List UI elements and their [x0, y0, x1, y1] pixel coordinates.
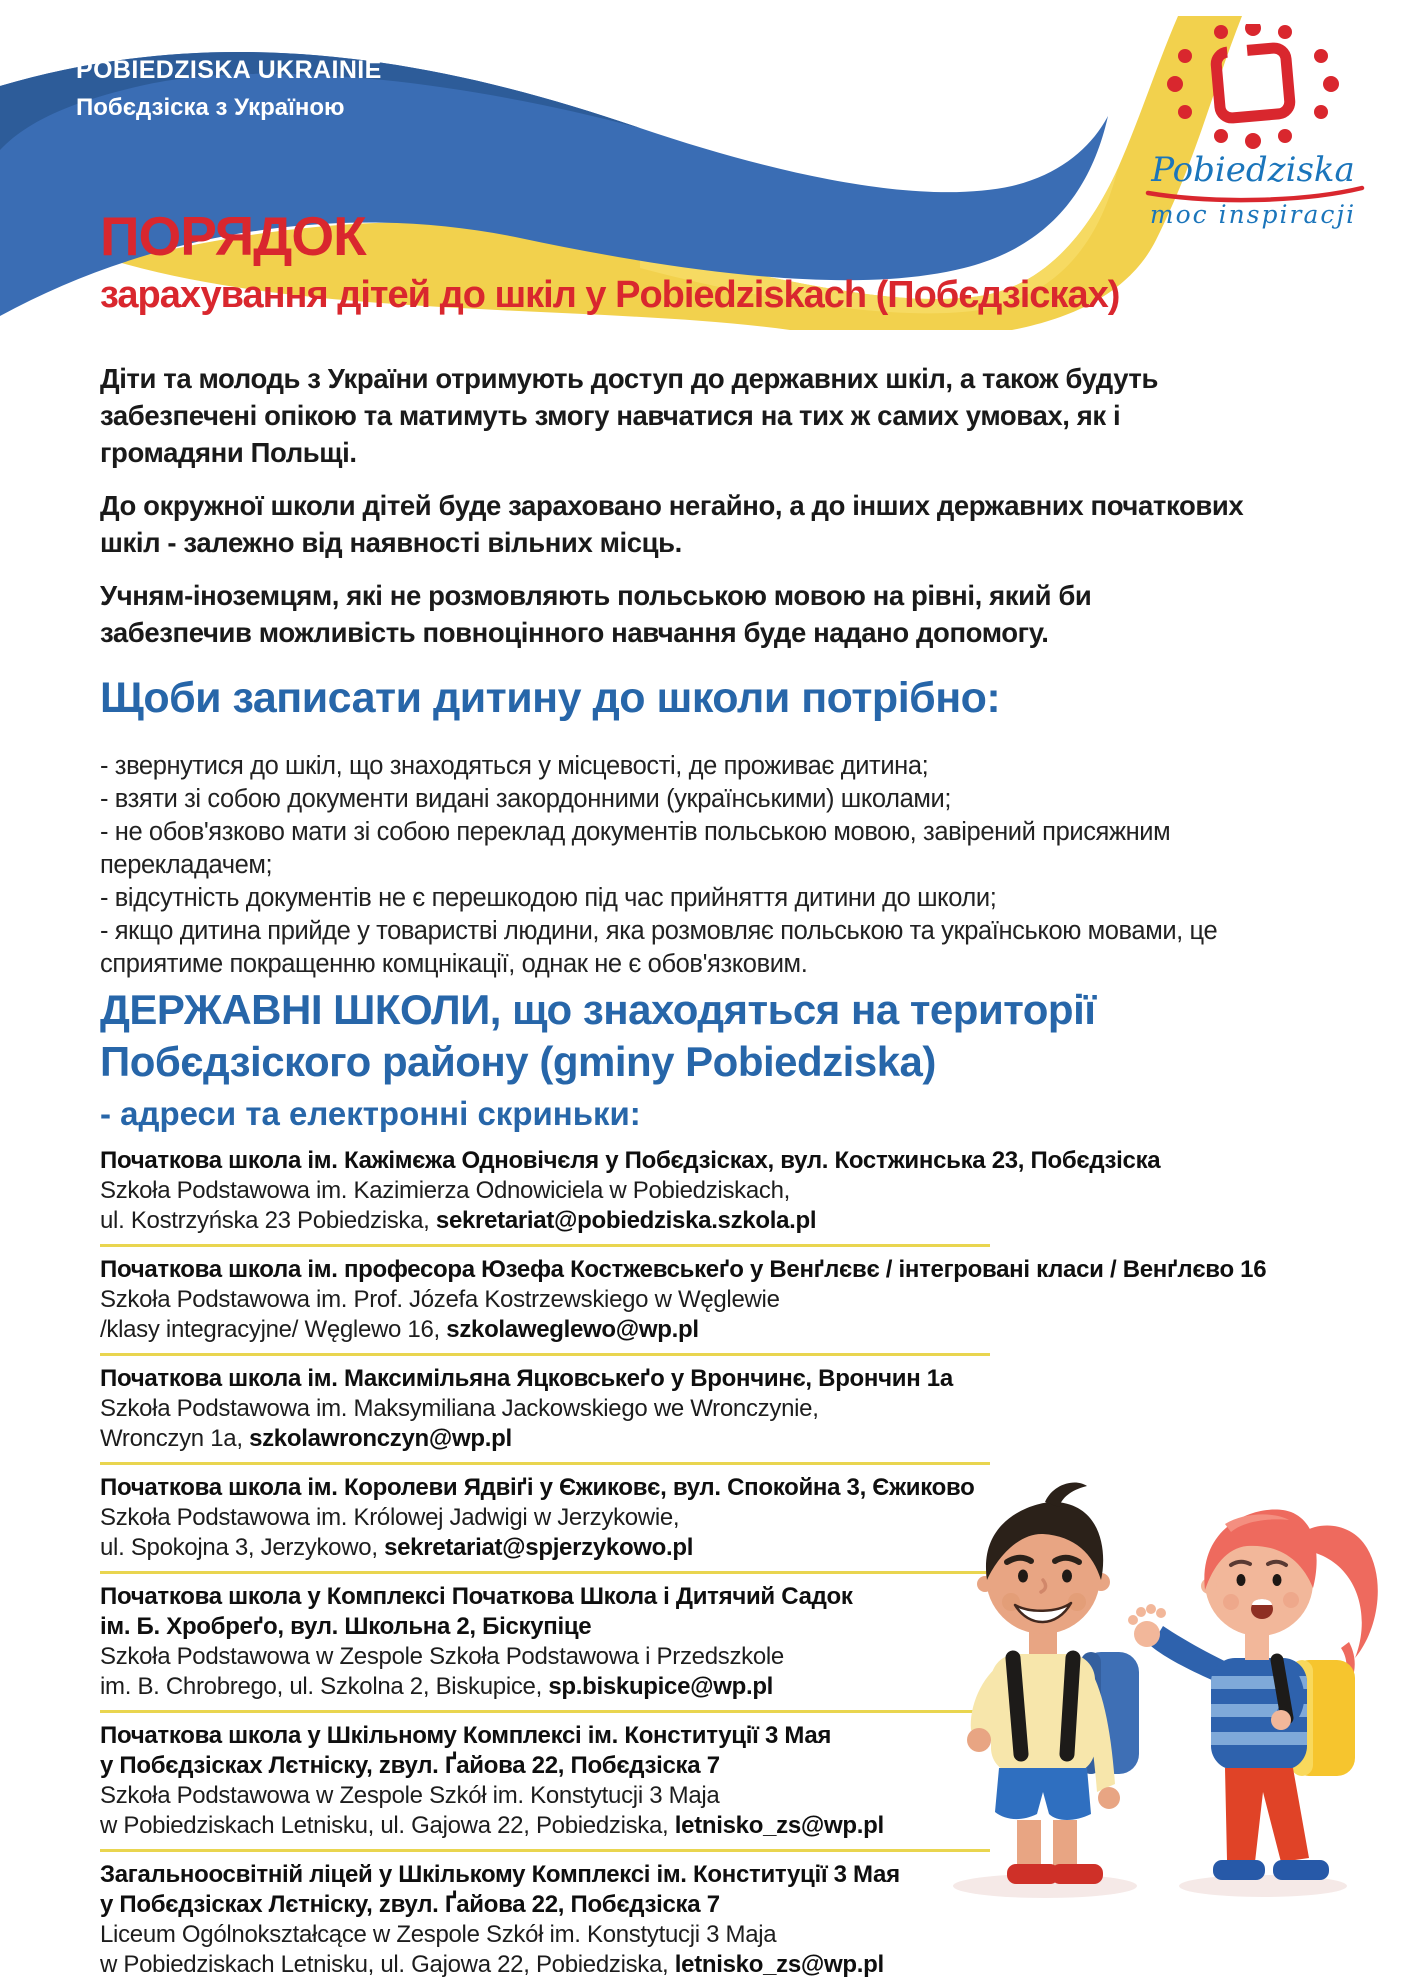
school-entry: [100, 1721, 1000, 1841]
schools-heading-line3: - адреси та електронні скриньки:: [100, 1095, 641, 1132]
school-title-uk: Загальноосвітній ліцей у Шкількому Комплексі ім. Конституції 3 Мая: [100, 1861, 900, 1888]
school-address: Wronczyn 1a,: [100, 1425, 250, 1452]
school-title-uk: Початкова школа у Шкільному Комплексі ім. Конституції 3 Мая: [100, 1722, 832, 1749]
school-title-uk-line2: у Побєдзісках Лєтніску, zвул. Ґайова 22, Побєдзіска 7: [100, 1752, 720, 1779]
school-address: ul. Kostrzyńska 23 Pobiedziska,: [100, 1207, 436, 1234]
school-address-line: [100, 1424, 1348, 1454]
school-address-line: [100, 1672, 1000, 1702]
intro-paragraph-3: Учням-іноземцям, які не розмовляють польською мовою на рівні, який би забезпечив можливість повноцінного навчання буде надано допомогу.: [100, 580, 1092, 648]
school-name-pl: Szkoła Podstawowa im. Kazimierza Odnowiciela w Pobiedziskach,: [100, 1177, 791, 1204]
school-name-pl: Liceum Ogólnokształcące w Zespole Szkół im. Konstytucji 3 Maja: [100, 1921, 777, 1948]
school-email: szkolawronczyn@wp.pl: [249, 1425, 512, 1452]
list-item: - відсутність документів не є перешкодою під час прийняття дитини до школи;: [100, 884, 997, 912]
logo-tagline: moc inspiracji: [1149, 200, 1357, 229]
schoolchildren-illustration: [925, 1462, 1403, 1912]
school-address: w Pobiedziskach Letnisku, ul. Gajowa 22, Pobiedziska,: [100, 1951, 675, 1978]
school-name-pl: Szkoła Podstawowa w Zespole Szkół im. Konstytucji 3 Maja: [100, 1782, 720, 1809]
school-email: letnisko_zs@wp.pl: [674, 1951, 884, 1978]
school-address: w Pobiedziskach Letnisku, ul. Gajowa 22, Pobiedziska,: [100, 1812, 675, 1839]
banner-text: [76, 56, 382, 122]
schools-section-heading: [100, 984, 1096, 1136]
school-name-pl: Szkoła Podstawowa im. Maksymiliana Jackowskiego we Wronczynie,: [100, 1395, 819, 1422]
intro-paragraphs: [100, 360, 1250, 667]
school-email: sp.biskupice@wp.pl: [548, 1673, 774, 1700]
school-address-line: [100, 1811, 1000, 1841]
school-address-line: [100, 1206, 1348, 1236]
logo-wordmark: Pobiedziska: [1151, 150, 1355, 190]
pobiedziska-logo: [1122, 24, 1384, 230]
schools-heading-line2: Побєдзіского району (gminy Pobiedziska): [100, 1038, 936, 1085]
yellow-divider: [100, 1462, 990, 1465]
school-entry: [100, 1255, 1348, 1345]
boy-figure: [967, 1483, 1139, 1884]
school-address-line: [100, 1315, 1348, 1345]
school-entry: [100, 1146, 1348, 1236]
school-email: letnisko_zs@wp.pl: [674, 1812, 884, 1839]
list-item: - не обов'язково мати зі собою переклад документів польською мовою, завірений присяжним перекладачем;: [100, 818, 1171, 879]
school-address: im. B. Chrobrego, ul. Szkolna 2, Biskupice,: [100, 1673, 549, 1700]
yellow-divider: [100, 1244, 990, 1247]
intro-paragraph-1: Діти та молодь з України отримують доступ до державних шкіл, а також будуть забезпечені опікою та матимуть змогу навчатися на тих ж самих умовах, як і громадяни Польщі.: [100, 363, 1158, 468]
school-name-pl: Szkoła Podstawowa im. Prof. Józefa Kostrzewskiego w Węglewie: [100, 1286, 780, 1313]
school-entry: [100, 1364, 1348, 1454]
intro-paragraph-2: До окружної школи дітей буде зараховано негайно, а до інших державних початкових шкіл - залежно від наявності вільних місць.: [100, 490, 1244, 558]
schools-heading-line1: ДЕРЖАВНІ ШКОЛИ, що знаходяться на території: [100, 986, 1096, 1033]
list-item: - якщо дитина прийде у товаристві людини, яка розмовляє польською та українською мовами, це сприятиме покращенню комцнікації, однак не є обов'язковим.: [100, 917, 1218, 978]
school-address: /klasy integracyjne/ Węglewo 16,: [100, 1316, 447, 1343]
school-title-uk-line2: у Побєдзісках Лєтніску, zвул. Ґайова 22, Побєдзіска 7: [100, 1891, 720, 1918]
logo-square-icon: [1167, 24, 1339, 149]
school-title-uk: Початкова школа ім. професора Юзефа Костжевськеґо у Венґлєвє / інтегровані класи / Венґлєво 16: [100, 1256, 1267, 1283]
page-subtitle: зарахування дітей до шкіл у Pobiedziskach (Побєдзісках): [100, 274, 1120, 316]
school-name-pl: Szkoła Podstawowa im. Królowej Jadwigi w Jerzykowie,: [100, 1504, 680, 1531]
banner-title-uk: Побєдзіска з Україною: [76, 94, 345, 121]
school-email: szkolaweglewo@wp.pl: [446, 1316, 699, 1343]
page-title: ПОРЯДОК: [100, 205, 366, 267]
school-entry: [100, 1860, 1000, 1980]
school-title-uk: Початкова школа ім. Королеви Ядвіґі у Єжиковє, вул. Спокойна 3, Єжиково: [100, 1474, 975, 1501]
school-entry: [100, 1582, 1000, 1702]
school-address-line: [100, 1533, 1000, 1563]
girl-figure: [1128, 1509, 1378, 1880]
list-item: - взяти зі собою документи видані закордонними (українськими) школами;: [100, 785, 952, 813]
school-title-uk: Початкова школа ім. Кажімєжа Одновічєля у Побєдзісках, вул. Костжинська 23, Побєдзіска: [100, 1147, 1161, 1174]
school-email: sekretariat@spjerzykowo.pl: [384, 1534, 694, 1561]
enroll-requirements-list: [100, 750, 1300, 981]
enroll-section-heading: Щоби записати дитину до школи потрібно:: [100, 674, 1001, 722]
yellow-divider: [100, 1710, 990, 1713]
school-address-line: [100, 1950, 1000, 1980]
school-title-uk: Початкова школа ім. Максимільяна Яцковськеґо у Врончинє, Врончин 1а: [100, 1365, 953, 1392]
school-email: sekretariat@pobiedziska.szkola.pl: [435, 1207, 817, 1234]
list-item: - звернутися до шкіл, що знаходяться у місцевості, де проживає дитина;: [100, 752, 929, 780]
school-address: ul. Spokojna 3, Jerzykowo,: [100, 1534, 385, 1561]
yellow-divider: [100, 1571, 990, 1574]
banner-title-pl: POBIEDZISKA UKRAINIE: [76, 56, 382, 84]
yellow-divider: [100, 1353, 990, 1356]
school-entry: [100, 1473, 1000, 1563]
yellow-divider: [100, 1849, 990, 1852]
school-name-pl: Szkoła Podstawowa w Zespole Szkoła Podstawowa i Przedszkole: [100, 1643, 784, 1670]
school-title-uk-line2: ім. Б. Хробреґо, вул. Школьна 2, Біскупіце: [100, 1613, 592, 1640]
school-title-uk: Початкова школа у Комплексі Початкова Школа і Дитячий Садок: [100, 1583, 853, 1610]
